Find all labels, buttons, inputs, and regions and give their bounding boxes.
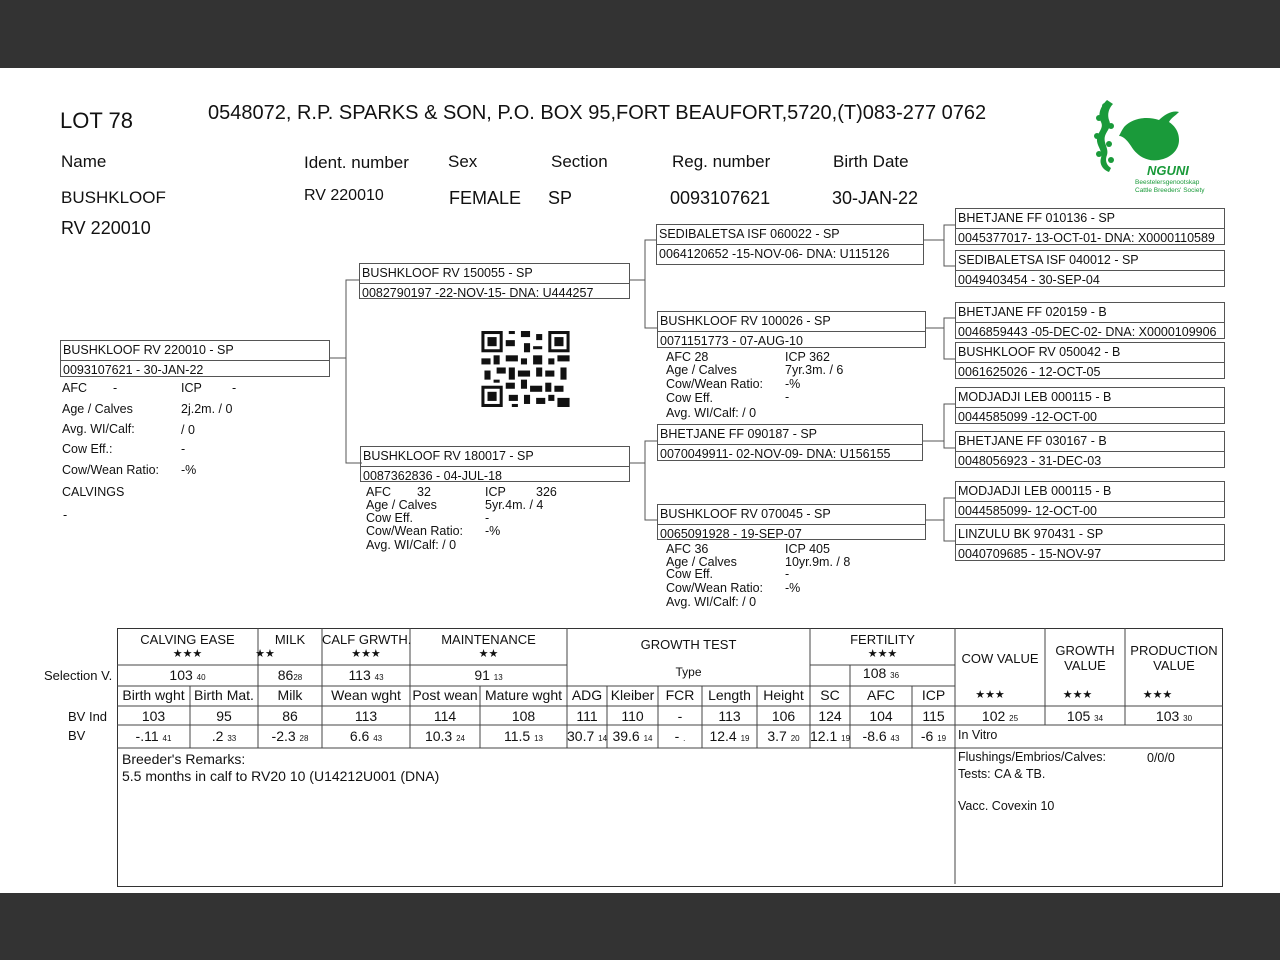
subject-wi-label: Avg. WI/Calf:	[62, 422, 135, 436]
header-production-value-1: PRODUCTION	[1130, 643, 1218, 658]
gp-4-cw-label: Cow/Wean Ratio:	[666, 581, 764, 595]
gp-4-line-1: BUSHKLOOF RV 070045 - SP	[660, 507, 831, 521]
ggp-3-line-2: 0046859443 -05-DEC-02- DNA: X0000109906	[958, 325, 1217, 339]
bv-cell	[607, 728, 658, 744]
header-type: Type	[675, 665, 702, 679]
bvind-cell: 113	[354, 708, 378, 724]
bv-value: 11.5	[503, 728, 531, 744]
gp-1-line-1: SEDIBALETSA ISF 060022 - SP	[659, 227, 840, 241]
gp-4-age-label: Age / Calves	[666, 555, 737, 569]
bv-accuracy: 14	[643, 734, 653, 743]
flushings-label: Flushings/Embrios/Calves:	[958, 750, 1106, 764]
selection-fertility: 108 36	[862, 665, 900, 681]
column-header: Length	[708, 687, 751, 703]
row-label-bv: BV	[68, 728, 86, 743]
ggp-6-line-2: 0048056923 - 31-DEC-03	[958, 454, 1102, 468]
fertility-stars-icon: ★★★	[867, 648, 898, 660]
header-calf-growth: CALF GRWTH.	[322, 632, 412, 647]
bv-cell	[190, 728, 258, 744]
gp-4-age: 10yr.9m. / 8	[785, 555, 851, 569]
bv-value: -8.6	[862, 728, 887, 744]
ggp-1-line-1: BHETJANE FF 010136 - SP	[958, 211, 1116, 225]
gp-4-line-2: 0065091928 - 19-SEP-07	[660, 527, 802, 541]
bvind-cell: 115	[922, 708, 945, 724]
header-growth-test: GROWTH TEST	[640, 637, 737, 652]
bvind-cell: 108	[511, 708, 536, 724]
bvind-cell: 103	[141, 708, 166, 724]
bv-cell	[658, 728, 702, 744]
ggp-1-line-2: 0045377017- 13-OCT-01- DNA: X0000110589	[958, 231, 1215, 245]
bv-cell	[480, 728, 567, 744]
ggp-5-line-2: 0044585099 -12-OCT-00	[958, 410, 1097, 424]
bvind-cell: -	[677, 708, 683, 724]
tests-text: Tests: CA & TB.	[958, 767, 1046, 781]
bv-value: 12.1	[810, 728, 838, 744]
maintenance-stars-icon: ★★	[478, 648, 499, 660]
dam-icp-label: ICP	[485, 485, 506, 499]
bv-value: 10.3	[424, 728, 453, 744]
bv-accuracy: 33	[227, 734, 237, 743]
animal-section: SP	[548, 188, 573, 208]
column-header: ADG	[571, 687, 603, 703]
gp-4-wi: Avg. WI/Calf: / 0	[666, 595, 757, 609]
gp-2-age: 7yr.3m. / 6	[785, 363, 844, 377]
label-ident: Ident. number	[304, 153, 409, 172]
subject-line-2: 0093107621 - 30-JAN-22	[63, 363, 204, 377]
bvind-production-value: 103 30	[1155, 708, 1193, 724]
flushings-value: 0/0/0	[1147, 751, 1175, 765]
selection-milk: 8628	[277, 667, 303, 683]
gp-2-eff: -	[785, 390, 790, 404]
dam-eff: -	[485, 511, 490, 525]
subject-line-1: BUSHKLOOF RV 220010 - SP	[63, 343, 234, 357]
gp-3-line-1: BHETJANE FF 090187 - SP	[660, 427, 818, 441]
header-fertility: FERTILITY	[850, 632, 915, 647]
ggp-8-line-2: 0040709685 - 15-NOV-97	[958, 547, 1102, 561]
ggp-7-line-1: MODJADJI LEB 000115 - B	[958, 484, 1112, 498]
remarks-text: 5.5 months in calf to RV20 10 (U14212U001 (DNA)	[122, 768, 440, 784]
bvind-cell: 95	[216, 708, 232, 724]
animal-birth: 30-JAN-22	[832, 188, 919, 208]
dam-cw: -%	[485, 524, 501, 538]
bv-value: -.11	[135, 728, 159, 744]
dam-cw-label: Cow/Wean Ratio:	[366, 524, 464, 538]
ggp-5-line-1: MODJADJI LEB 000115 - B	[958, 390, 1112, 404]
column-header: Mature wght	[484, 687, 563, 703]
column-header: Kleiber	[610, 687, 655, 703]
calving-ease-stars-icon: ★★★	[172, 648, 203, 660]
column-header: Height	[763, 687, 804, 703]
breeder-address: 0548072, R.P. SPARKS & SON, P.O. BOX 95,FORT BEAUFORT,5720,(T)083-277 0762	[208, 102, 987, 124]
bv-value: 6.6	[349, 728, 370, 744]
gp-2-age-label: Age / Calves	[666, 363, 737, 377]
bv-accuracy: 19	[841, 734, 851, 743]
header-growth-value-2: VALUE	[1064, 658, 1106, 673]
column-header: ICP	[921, 687, 946, 703]
bv-value: 12.4	[709, 728, 737, 744]
subject-wi: / 0	[181, 423, 195, 437]
gp-4-eff-label: Cow Eff.	[666, 567, 714, 581]
bv-accuracy: 43	[890, 734, 900, 743]
row-label-bvind: BV Ind	[68, 709, 108, 724]
bvind-cell: 111	[576, 708, 598, 724]
subject-calvings-label: CALVINGS	[62, 485, 125, 499]
bv-accuracy: 19	[740, 734, 750, 743]
animal-reg: 0093107621	[670, 188, 771, 208]
header-calving-ease: CALVING EASE	[140, 632, 235, 647]
ggp-7-line-2: 0044585099- 12-OCT-00	[958, 504, 1097, 518]
dam-age: 5yr.4m. / 4	[485, 498, 544, 512]
selection-maintenance: 91 13	[474, 667, 503, 683]
selection-calving-ease: 103 40	[169, 667, 206, 683]
bv-value: 39.6	[612, 728, 640, 744]
svg-text:NGUNI: NGUNI	[1147, 163, 1189, 178]
gp-2-afc: AFC 28	[666, 350, 709, 364]
animal-name-line-1: BUSHKLOOF	[61, 188, 166, 207]
label-name: Name	[61, 152, 107, 171]
gp-4-afc: AFC 36	[666, 542, 709, 556]
gp-2-cw: -%	[785, 377, 801, 391]
subject-cw: -%	[181, 463, 197, 477]
subject-eff-label: Cow Eff.:	[62, 442, 113, 456]
bvind-growth-value: 105 34	[1066, 708, 1104, 724]
column-header: FCR	[665, 687, 695, 703]
header-production-value-2: VALUE	[1153, 658, 1195, 673]
in-vitro-label: In Vitro	[958, 728, 998, 742]
bv-accuracy: 13	[534, 734, 543, 743]
column-header: Wean wght	[331, 687, 401, 703]
bv-cell	[757, 728, 810, 744]
subject-icp: -	[232, 381, 237, 395]
selection-calf-growth: 113 43	[348, 667, 384, 683]
bv-cell	[850, 728, 912, 744]
column-header: SC	[820, 687, 840, 703]
label-reg: Reg. number	[672, 152, 771, 171]
bv-cell	[702, 728, 757, 744]
bv-accuracy: 20	[790, 734, 800, 743]
bv-cell	[117, 728, 190, 744]
lot-number: LOT 78	[60, 108, 133, 133]
bv-cell	[810, 728, 850, 744]
bv-cell	[410, 728, 480, 744]
gp-2-icp: ICP 362	[785, 350, 830, 364]
bv-value: 3.7	[767, 728, 787, 744]
bv-cell	[322, 728, 410, 744]
bvind-cell: 104	[869, 708, 893, 724]
gp-4-icp: ICP 405	[785, 542, 830, 556]
sire-line-1: BUSHKLOOF RV 150055 - SP	[362, 266, 533, 280]
animal-name-line-2: RV 220010	[61, 218, 151, 238]
header-milk: MILK	[274, 632, 306, 647]
animal-sex: FEMALE	[449, 188, 522, 208]
bv-accuracy: 19	[937, 734, 947, 743]
calf-growth-stars-icon: ★★★	[351, 648, 381, 660]
dam-age-label: Age / Calves	[366, 498, 437, 512]
dam-line-1: BUSHKLOOF RV 180017 - SP	[363, 449, 534, 463]
ggp-3-line-1: BHETJANE FF 020159 - B	[958, 305, 1107, 319]
gp-2-line-1: BUSHKLOOF RV 100026 - SP	[660, 314, 831, 328]
row-label-selection: Selection V.	[44, 668, 113, 683]
bv-cell	[912, 728, 955, 744]
label-section: Section	[551, 152, 608, 171]
label-birth: Birth Date	[833, 152, 909, 171]
animal-ident: RV 220010	[304, 187, 384, 204]
column-header: Post wean	[412, 687, 478, 703]
gp-1-line-2: 0064120652 -15-NOV-06- DNA: U115126	[659, 247, 890, 261]
label-sex: Sex	[448, 152, 478, 171]
ggp-4-line-1: BUSHKLOOF RV 050042 - B	[958, 345, 1121, 359]
bv-cell	[258, 728, 322, 744]
production-value-stars-icon: ★★★	[1142, 689, 1173, 701]
sire-line-2: 0082790197 -22-NOV-15- DNA: U444257	[362, 286, 594, 300]
header-maintenance: MAINTENANCE	[441, 632, 536, 647]
bv-value: -6	[920, 728, 934, 744]
dam-wi-label: Avg. WI/Calf: / 0	[366, 538, 457, 552]
gp-4-cw: -%	[785, 581, 801, 595]
bvind-cell: 106	[771, 708, 796, 724]
column-header: Birth Mat.	[194, 687, 254, 703]
bvind-cell: 113	[718, 708, 741, 724]
subject-age: 2j.2m. / 0	[181, 402, 233, 416]
dam-icp: 326	[536, 485, 557, 499]
bvind-cell: 124	[818, 708, 842, 724]
ggp-2-line-1: SEDIBALETSA ISF 040012 - SP	[958, 253, 1139, 267]
dam-line-2: 0087362836 - 04-JUL-18	[363, 469, 502, 483]
gp-4-eff: -	[785, 567, 790, 581]
growth-value-stars-icon: ★★★	[1062, 689, 1093, 701]
logo-society-line-1: Beestelersgenootskap	[1135, 179, 1200, 186]
bv-value: -	[674, 728, 680, 744]
bvind-cell: 110	[621, 708, 644, 724]
dam-afc: 32	[417, 485, 431, 499]
bv-accuracy: 41	[162, 734, 172, 743]
remarks-title: Breeder's Remarks:	[122, 751, 246, 767]
subject-icp-label: ICP	[181, 381, 202, 395]
subject-afc-label: AFC	[62, 381, 87, 395]
bv-value: -2.3	[271, 728, 296, 744]
bvind-cell: 114	[433, 708, 457, 724]
gp-3-line-2: 0070049911- 02-NOV-09- DNA: U156155	[660, 447, 891, 461]
header-cow-value: COW VALUE	[961, 651, 1039, 666]
ggp-4-line-2: 0061625026 - 12-OCT-05	[958, 365, 1101, 379]
dam-eff-label: Cow Eff.	[366, 511, 414, 525]
gp-2-eff-label: Cow Eff.	[666, 391, 714, 405]
bvind-cell: 86	[282, 708, 298, 724]
ggp-8-line-1: LINZULU BK 970431 - SP	[958, 527, 1104, 541]
bv-value: .2	[211, 728, 224, 744]
bv-cell	[567, 728, 607, 744]
subject-age-label: Age / Calves	[62, 402, 133, 416]
subject-calvings: -	[63, 508, 68, 522]
vaccination-text: Vacc. Covexin 10	[958, 799, 1055, 813]
bvind-cow-value: 102 25	[981, 708, 1019, 724]
gp-2-line-2: 0071151773 - 07-AUG-10	[660, 334, 803, 348]
dam-afc-label: AFC	[366, 485, 391, 499]
subject-afc: -	[113, 381, 118, 395]
bv-accuracy: 24	[456, 734, 466, 743]
bv-accuracy: 28	[299, 734, 309, 743]
gp-2-cw-label: Cow/Wean Ratio:	[666, 377, 764, 391]
header-growth-value-1: GROWTH	[1055, 643, 1115, 658]
bv-value: 30.7	[567, 728, 595, 744]
subject-eff: -	[181, 442, 186, 456]
bv-accuracy: 43	[373, 734, 383, 743]
column-header: Birth wght	[122, 687, 185, 703]
logo-society-line-2: Cattle Breeders' Society	[1135, 187, 1205, 194]
bv-accuracy: 14	[598, 734, 608, 743]
bv-accuracy: .	[683, 734, 686, 743]
ggp-2-line-2: 0049403454 - 30-SEP-04	[958, 273, 1100, 287]
cow-value-stars-icon: ★★★	[975, 689, 1005, 701]
subject-cw-label: Cow/Wean Ratio:	[62, 463, 160, 477]
ggp-6-line-1: BHETJANE FF 030167 - B	[958, 434, 1107, 448]
milk-stars-icon: ★★	[255, 648, 275, 660]
column-header: AFC	[867, 687, 895, 703]
gp-2-wi: Avg. WI/Calf: / 0	[666, 406, 757, 420]
column-header: Milk	[277, 687, 303, 703]
